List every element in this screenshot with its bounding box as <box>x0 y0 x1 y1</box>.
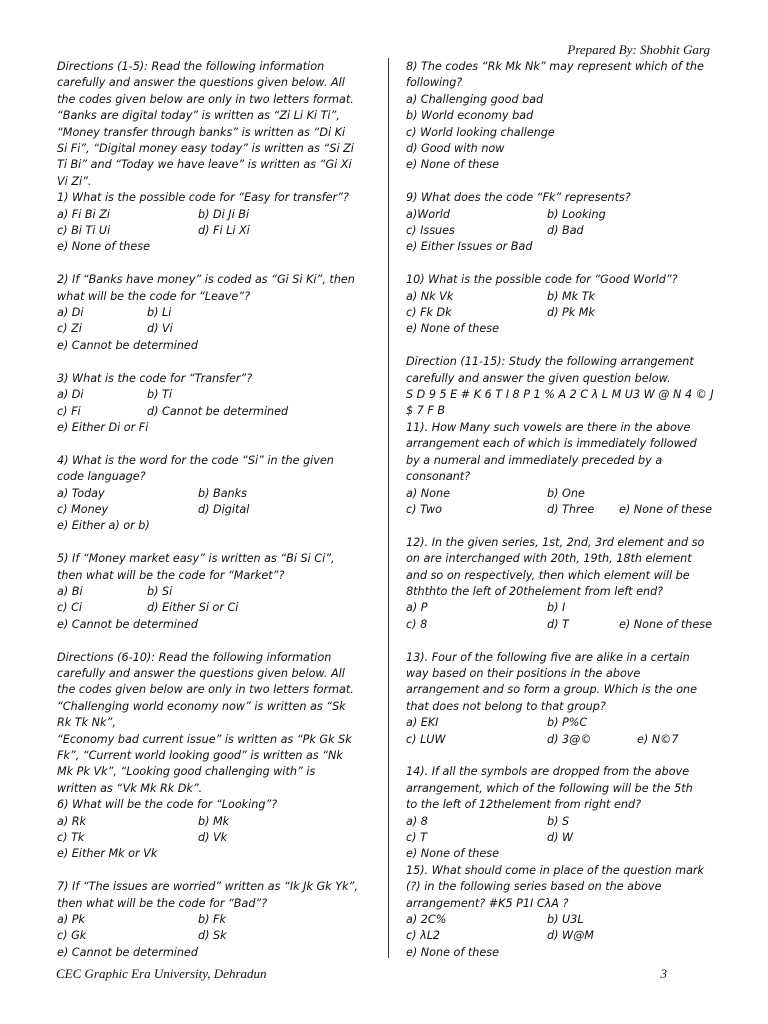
option-row <box>57 321 375 337</box>
question-text: 4) What is the word for the code “Si” in the given <box>57 453 334 467</box>
option: e) None of these <box>406 322 499 336</box>
option: e) None of these <box>57 240 150 254</box>
option-row <box>57 584 375 600</box>
option-row <box>57 928 375 944</box>
option-row <box>406 715 724 731</box>
option-row <box>57 404 375 420</box>
question-text: 2) If “Banks have money” is coded as “Gi Si Ki”, then <box>57 273 355 287</box>
question-text: (?) in the following series based on the above <box>406 880 662 894</box>
option: d) W@M <box>547 929 594 943</box>
option: c) Ci <box>57 601 82 615</box>
directions-line: carefully and answer the given question below. <box>406 371 671 385</box>
option: c) Zi <box>57 322 82 336</box>
question-text: arrangement? #K5 P1I CλA ? <box>406 896 569 910</box>
option-row <box>57 207 375 223</box>
option: c) Fk Dk <box>406 306 452 320</box>
question-text: arrangement and so form a group. Which is the one <box>406 683 698 697</box>
option: d) Three <box>547 502 595 516</box>
question-text: 13). Four of the following five are alike in a certain <box>406 650 690 664</box>
directions-line: “Challenging world economy now” is written as “Sk <box>57 699 346 713</box>
option-row <box>57 912 375 928</box>
option: c) Tk <box>57 831 85 845</box>
option: e) None of these <box>619 617 712 631</box>
option: a) None <box>406 486 450 500</box>
option-row <box>57 387 375 403</box>
option-row <box>406 814 724 830</box>
option: b) World economy bad <box>406 109 534 123</box>
left-column <box>57 59 375 961</box>
option-row <box>57 486 375 502</box>
option-row <box>57 600 375 616</box>
option: b) S <box>547 814 570 828</box>
option-row <box>406 928 724 944</box>
option: d) Bad <box>547 224 584 238</box>
directions-line: Mk Pk Vk”, “Looking good challenging with” is <box>57 765 316 779</box>
option-row <box>57 814 375 830</box>
question-text: 15). What should come in place of the question mark <box>406 863 705 877</box>
question-7 <box>57 879 375 961</box>
question-text: following? <box>406 76 463 90</box>
option: c) Issues <box>406 224 455 238</box>
option: d) W <box>547 831 574 844</box>
directions-6-10 <box>57 650 375 798</box>
option: c) Bi Ti Ui <box>57 224 111 238</box>
question-9 <box>406 190 724 256</box>
page-number: 3 <box>660 966 667 981</box>
option: d) Vk <box>198 831 228 845</box>
directions-line: “Banks are digital today” is written as “Zi Li Ki Ti”, <box>57 109 340 123</box>
question-text: 14). If all the symbols are dropped from the above <box>406 765 690 779</box>
question-text: and so on respectively, then which element will be <box>406 568 690 582</box>
question-6 <box>57 797 375 863</box>
option: a) Di <box>57 306 84 320</box>
question-text: 8) The codes “Rk Mk Nk” may represent which of the <box>406 60 704 73</box>
directions-line: Directions (6-10): Read the following information <box>57 650 332 664</box>
option-row <box>57 830 375 846</box>
question-text: on are interchanged with 20th, 19th, 18th element <box>406 552 692 566</box>
question-text: 7) If “The issues are worried” written as “Ik Jk Gk Yk”, <box>57 880 358 894</box>
option: e) Cannot be determined <box>57 617 198 631</box>
question-text: that does not belong to that group? <box>406 699 606 713</box>
option: a)World <box>406 207 450 221</box>
option: e) N©7 <box>637 732 679 746</box>
question-text: then what will be the code for “Market”? <box>57 568 285 582</box>
question-14 <box>406 764 724 862</box>
question-5 <box>57 551 375 633</box>
option-row <box>406 502 724 518</box>
directions-line: Fk”, “Current world looking good” is written as “Nk <box>57 748 343 762</box>
question-text: 5) If “Money market easy” is written as “Bi Si Ci”, <box>57 552 335 566</box>
question-12 <box>406 535 724 633</box>
option: a) Di <box>57 388 84 402</box>
question-text: 10) What is the possible code for “Good World”? <box>406 273 678 287</box>
directions-line: carefully and answer the questions given below. All <box>57 76 345 90</box>
question-text: to the left of 12thelement from right end? <box>406 798 642 812</box>
option: a) 2C% <box>406 913 447 927</box>
question-text: then what will be the code for “Bad”? <box>57 896 268 910</box>
option: c) Fi <box>57 404 81 418</box>
directions-line: Rk Tk Nk”, <box>57 716 116 730</box>
directions-line: Vi Zi”. <box>57 174 92 188</box>
option: d) Sk <box>198 929 227 943</box>
option: d) Good with now <box>406 142 505 156</box>
option-row <box>57 223 375 239</box>
option: c) Money <box>57 502 109 516</box>
option: e) Cannot be determined <box>57 338 198 352</box>
question-text: by a numeral and immediately preceded by a <box>406 453 663 467</box>
option: c) 8 <box>406 617 428 631</box>
option: d) 3@© <box>547 732 592 746</box>
question-text: arrangement each of which is immediately followed <box>406 437 697 451</box>
question-10 <box>406 272 724 338</box>
directions-line: the codes given below are only in two letters format. <box>57 92 354 106</box>
option: a) 8 <box>406 814 428 828</box>
directions-line: Si Fi”, “Digital money easy today” is written as “Si Zi <box>57 142 354 156</box>
option: c) T <box>406 831 427 844</box>
option: b) Li <box>147 306 172 320</box>
option: d) Either Si or Ci <box>147 601 239 615</box>
option: e) None of these <box>406 158 499 172</box>
option: a) Rk <box>57 814 87 828</box>
question-8 <box>406 59 724 174</box>
question-text: code language? <box>57 470 146 484</box>
option: d) Pk Mk <box>547 306 595 320</box>
question-text: 8ththto the left of 20thelement from left end? <box>406 584 664 598</box>
directions-line: carefully and answer the questions given below. All <box>57 666 345 680</box>
directions-line: written as “Vk Mk Rk Dk”. <box>57 781 203 795</box>
question-11 <box>406 420 724 518</box>
directions-1-5 <box>57 59 375 190</box>
option: e) None of these <box>619 502 712 516</box>
footer-institution: CEC Graphic Era University, Dehradun <box>56 966 267 981</box>
option: b) Si <box>147 584 173 598</box>
option: d) Cannot be determined <box>147 404 289 418</box>
directions-line: “Money transfer through banks” is written as “Di Ki <box>57 125 346 139</box>
option: b) Mk <box>198 814 230 828</box>
question-text: 12). In the given series, 1st, 2nd, 3rd element and so <box>406 535 705 549</box>
option: e) Cannot be determined <box>57 945 198 959</box>
directions-line: the codes given below are only in two letters format. <box>57 683 354 697</box>
option: a) Fi Bi Zi <box>57 207 110 221</box>
directions-line: Directions (1-5): Read the following information <box>57 60 325 73</box>
option: d) Digital <box>198 502 250 516</box>
option-row <box>406 912 724 928</box>
option: b) Di Ji Bi <box>198 207 250 221</box>
arrangement-series: S D 9 5 E # K 6 T I 8 P 1 % A 2 C λ L M U3 W @ N 4 © J <box>406 388 714 402</box>
directions-line: Ti Bi” and “Today we have leave” is written as “Gi Xi <box>57 158 352 172</box>
option: e) Either Mk or Vk <box>57 847 158 861</box>
option: a) Challenging good bad <box>406 92 544 106</box>
prepared-by-header: Prepared By: Shobhit Garg <box>567 42 710 57</box>
option: a) EKI <box>406 716 439 730</box>
option: e) Either Di or Fi <box>57 420 149 434</box>
question-3 <box>57 371 375 437</box>
question-2 <box>57 272 375 354</box>
option-row <box>406 830 724 846</box>
option: d) Vi <box>147 322 173 336</box>
option-row <box>406 486 724 502</box>
option: b) One <box>547 486 585 500</box>
option-row <box>406 305 724 321</box>
option-row <box>57 502 375 518</box>
option-row <box>57 305 375 321</box>
option: e) None of these <box>406 847 499 861</box>
question-text: arrangement, which of the following will be the 5th <box>406 781 693 795</box>
option-row <box>406 732 724 748</box>
option: e) Either a) or b) <box>57 519 150 533</box>
option: a) Nk Vk <box>406 289 454 303</box>
question-text: 11). How Many such vowels are there in the above <box>406 420 691 434</box>
option: a) Pk <box>57 913 86 927</box>
question-text: 3) What is the code for “Transfer”? <box>57 371 253 385</box>
question-text: what will be the code for “Leave”? <box>57 289 251 303</box>
option-row <box>406 207 724 223</box>
option: b) P%C <box>547 716 588 730</box>
directions-line: Direction (11-15): Study the following arrangement <box>406 355 694 369</box>
question-text: 1) What is the possible code for “Easy for transfer”? <box>57 191 349 205</box>
option: a) P <box>406 601 428 615</box>
directions-line: “Economy bad current issue” is written as “Pk Gk Sk <box>57 732 352 746</box>
option: b) Fk <box>198 913 226 927</box>
option: b) U3L <box>547 913 584 927</box>
option-row <box>406 600 724 616</box>
option: b) Mk Tk <box>547 289 596 303</box>
option-row <box>406 289 724 305</box>
option: d) Fi Li Xi <box>198 224 250 238</box>
option: d) T <box>547 617 569 631</box>
option: a) Bi <box>57 584 83 598</box>
question-15 <box>406 863 724 961</box>
option: b) Looking <box>547 207 606 221</box>
question-text: 9) What does the code “Fk” represents? <box>406 191 631 205</box>
option: a) Today <box>57 486 105 500</box>
column-divider <box>388 58 389 958</box>
option: b) Banks <box>198 486 247 500</box>
question-4 <box>57 453 375 535</box>
option: b) Ti <box>147 388 172 402</box>
question-text: consonant? <box>406 470 471 484</box>
option: c) LUW <box>406 732 446 746</box>
option-row <box>406 617 724 633</box>
option: e) None of these <box>406 945 499 959</box>
option-row <box>406 223 724 239</box>
direction-11-15 <box>406 354 724 420</box>
question-text: 6) What will be the code for “Looking”? <box>57 798 278 812</box>
option: c) λL2 <box>406 929 441 943</box>
option: e) Either Issues or Bad <box>406 240 533 254</box>
option: c) Gk <box>57 929 87 943</box>
option: c) World looking challenge <box>406 125 555 139</box>
question-13 <box>406 650 724 748</box>
option: c) Two <box>406 502 442 516</box>
question-text: way based on their positions in the above <box>406 666 641 680</box>
option: b) I <box>547 601 566 615</box>
arrangement-series: $ 7 F B <box>406 404 446 418</box>
right-column <box>406 59 724 961</box>
question-1 <box>57 190 375 256</box>
